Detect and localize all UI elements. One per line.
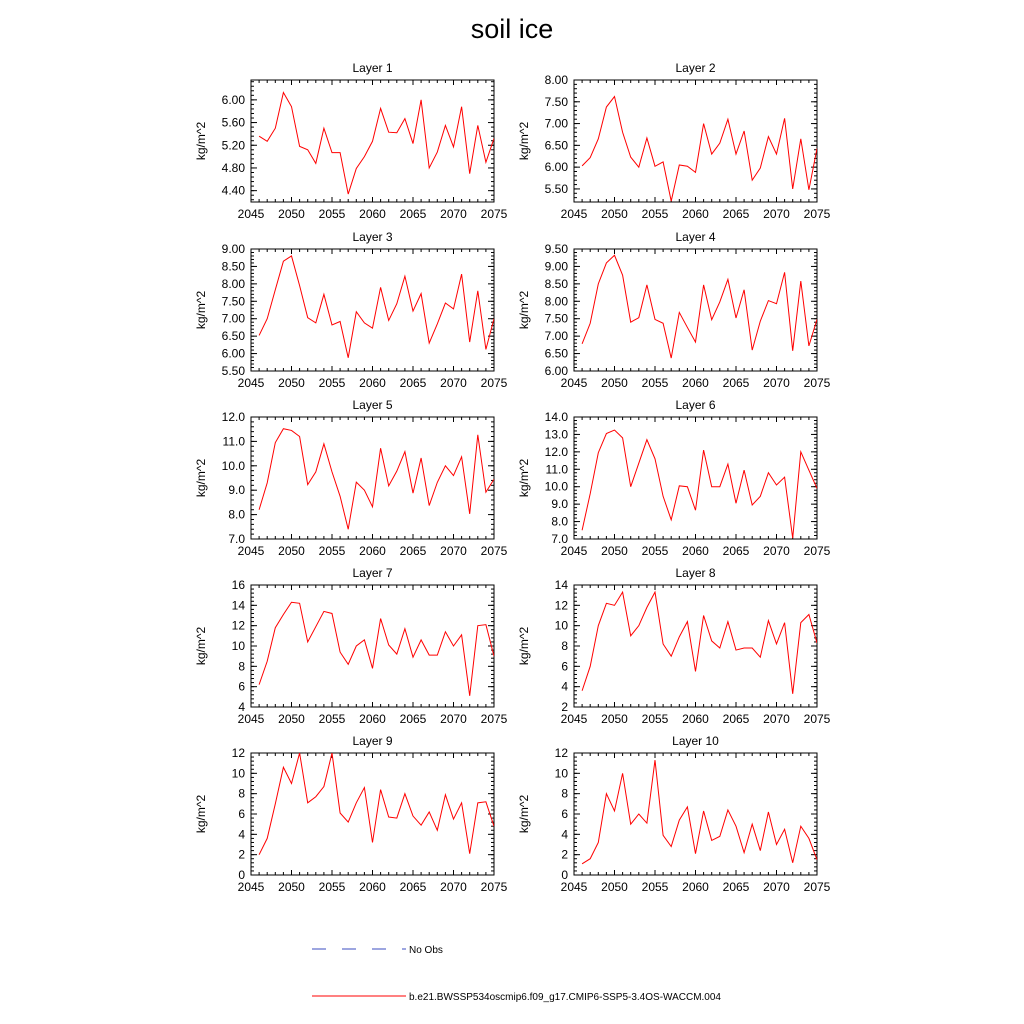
y-axis-label: kg/m^2 bbox=[517, 290, 531, 330]
x-tick-label: 2060 bbox=[682, 880, 709, 894]
plot-frame bbox=[574, 80, 817, 202]
panel-title: Layer 9 bbox=[352, 734, 393, 748]
legend-obs-label: No Obs bbox=[409, 945, 443, 956]
y-tick-label: 8.0 bbox=[551, 514, 568, 529]
x-tick-label: 2070 bbox=[440, 880, 467, 894]
y-tick-label: 7.00 bbox=[544, 116, 568, 131]
x-tick-label: 2050 bbox=[601, 712, 628, 726]
y-tick-label: 5.50 bbox=[544, 181, 568, 196]
x-tick-label: 2065 bbox=[722, 880, 750, 894]
y-tick-label: 8.00 bbox=[544, 294, 568, 309]
x-tick-label: 2050 bbox=[278, 712, 305, 726]
panel-title: Layer 3 bbox=[352, 230, 393, 244]
y-tick-label: 13.0 bbox=[544, 427, 568, 442]
y-tick-label: 2 bbox=[561, 847, 568, 862]
panel-title: Layer 5 bbox=[352, 398, 393, 412]
y-tick-label: 8.00 bbox=[221, 276, 245, 291]
x-tick-label: 2075 bbox=[803, 880, 831, 894]
y-tick-label: 6.00 bbox=[221, 346, 245, 361]
x-tick-label: 2050 bbox=[601, 880, 628, 894]
x-tick-label: 2070 bbox=[763, 207, 790, 221]
y-tick-label: 6.00 bbox=[544, 160, 568, 175]
y-tick-label: 6.50 bbox=[544, 346, 568, 361]
panel-layer-2 bbox=[517, 61, 831, 221]
x-tick-label: 2075 bbox=[480, 376, 508, 390]
y-tick-label: 9.0 bbox=[228, 483, 245, 498]
x-tick-label: 2060 bbox=[359, 376, 386, 390]
y-tick-label: 8.00 bbox=[544, 73, 568, 87]
x-tick-label: 2045 bbox=[560, 207, 588, 221]
panel-layer-5 bbox=[194, 398, 508, 558]
y-tick-label: 12.0 bbox=[544, 444, 568, 459]
y-axis-label: kg/m^2 bbox=[517, 794, 531, 834]
y-tick-label: 12 bbox=[554, 598, 568, 613]
y-tick-label: 8.50 bbox=[221, 259, 245, 274]
x-tick-label: 2065 bbox=[399, 207, 427, 221]
x-tick-label: 2065 bbox=[399, 880, 427, 894]
y-tick-label: 2 bbox=[561, 700, 568, 714]
x-tick-label: 2075 bbox=[803, 207, 831, 221]
plot-frame bbox=[251, 417, 494, 539]
x-tick-label: 2045 bbox=[237, 880, 265, 894]
y-tick-label: 8 bbox=[238, 786, 245, 801]
panel-title: Layer 6 bbox=[675, 398, 716, 412]
panel-title: Layer 2 bbox=[675, 61, 716, 75]
x-tick-label: 2060 bbox=[682, 544, 709, 558]
y-tick-label: 6.50 bbox=[544, 138, 568, 153]
x-tick-label: 2065 bbox=[722, 207, 750, 221]
panel-title: Layer 1 bbox=[352, 61, 393, 75]
y-tick-label: 4.80 bbox=[221, 160, 245, 175]
y-tick-label: 7.0 bbox=[228, 532, 245, 546]
series-line bbox=[582, 430, 817, 538]
x-tick-label: 2075 bbox=[480, 880, 508, 894]
y-tick-label: 12 bbox=[231, 746, 245, 760]
figure-title: soil ice bbox=[470, 14, 554, 44]
y-tick-label: 9.00 bbox=[544, 259, 568, 274]
y-tick-label: 6.00 bbox=[544, 364, 568, 378]
x-tick-label: 2060 bbox=[359, 712, 386, 726]
y-tick-label: 14.0 bbox=[544, 410, 568, 424]
x-tick-label: 2060 bbox=[359, 544, 386, 558]
x-tick-label: 2065 bbox=[722, 712, 750, 726]
y-axis-label: kg/m^2 bbox=[517, 121, 531, 161]
y-axis-label: kg/m^2 bbox=[194, 794, 208, 834]
legend-model-label: b.e21.BWSSP534oscmip6.f09_g17.CMIP6-SSP5-3.4OS-WACCM.004 bbox=[409, 992, 721, 1003]
x-tick-label: 2065 bbox=[399, 544, 427, 558]
x-tick-label: 2050 bbox=[278, 880, 305, 894]
plot-frame bbox=[251, 249, 494, 371]
panel-title: Layer 7 bbox=[352, 566, 393, 580]
x-tick-label: 2055 bbox=[318, 712, 346, 726]
x-tick-label: 2055 bbox=[318, 376, 346, 390]
y-tick-label: 7.0 bbox=[551, 532, 568, 546]
y-tick-label: 8 bbox=[238, 659, 245, 674]
series-line bbox=[582, 760, 817, 864]
series-line bbox=[259, 92, 494, 194]
y-tick-label: 4.40 bbox=[221, 183, 245, 198]
plot-frame bbox=[251, 585, 494, 707]
x-tick-label: 2075 bbox=[803, 712, 831, 726]
x-tick-label: 2050 bbox=[278, 376, 305, 390]
panel-layer-7 bbox=[194, 566, 508, 726]
y-tick-label: 6 bbox=[238, 807, 245, 821]
x-tick-label: 2075 bbox=[480, 712, 508, 726]
y-axis-label: kg/m^2 bbox=[517, 458, 531, 498]
series-line bbox=[582, 592, 817, 694]
x-tick-label: 2070 bbox=[763, 880, 790, 894]
series-line bbox=[259, 602, 494, 696]
series-line bbox=[259, 753, 494, 855]
x-tick-label: 2060 bbox=[682, 712, 709, 726]
y-tick-label: 10.0 bbox=[544, 479, 568, 494]
y-axis-label: kg/m^2 bbox=[194, 626, 208, 666]
plot-frame bbox=[574, 753, 817, 875]
y-tick-label: 14 bbox=[554, 578, 568, 592]
plot-frame bbox=[251, 753, 494, 875]
x-tick-label: 2050 bbox=[601, 376, 628, 390]
x-tick-label: 2070 bbox=[440, 376, 467, 390]
panel-layer-4 bbox=[517, 230, 831, 390]
y-tick-label: 7.50 bbox=[544, 94, 568, 109]
series-line bbox=[582, 255, 817, 358]
y-tick-label: 4 bbox=[561, 679, 568, 694]
y-tick-label: 12 bbox=[231, 618, 245, 633]
y-tick-label: 10 bbox=[231, 639, 245, 653]
plot-frame bbox=[574, 417, 817, 539]
y-tick-label: 8.0 bbox=[228, 507, 245, 522]
x-tick-label: 2060 bbox=[682, 207, 709, 221]
plot-frame bbox=[574, 585, 817, 707]
plot-frame bbox=[574, 249, 817, 371]
x-tick-label: 2055 bbox=[641, 376, 669, 390]
y-tick-label: 10.0 bbox=[221, 458, 245, 473]
y-tick-label: 6 bbox=[561, 659, 568, 674]
y-tick-label: 7.00 bbox=[544, 329, 568, 344]
panel-layer-10 bbox=[517, 734, 831, 894]
x-tick-label: 2050 bbox=[278, 207, 305, 221]
x-tick-label: 2055 bbox=[641, 544, 669, 558]
y-tick-label: 10 bbox=[554, 766, 568, 781]
y-tick-label: 7.50 bbox=[221, 294, 245, 309]
x-tick-label: 2070 bbox=[763, 376, 790, 390]
y-tick-label: 8.50 bbox=[544, 276, 568, 291]
y-tick-label: 11.0 bbox=[222, 434, 245, 449]
y-tick-label: 6.00 bbox=[221, 92, 245, 107]
x-tick-label: 2055 bbox=[641, 712, 669, 726]
x-tick-label: 2075 bbox=[803, 376, 831, 390]
y-tick-label: 14 bbox=[231, 598, 245, 613]
x-tick-label: 2045 bbox=[560, 544, 588, 558]
x-tick-label: 2075 bbox=[480, 544, 508, 558]
panel-layer-9 bbox=[194, 734, 508, 894]
x-tick-label: 2055 bbox=[641, 207, 669, 221]
y-tick-label: 6 bbox=[238, 679, 245, 694]
y-tick-label: 4 bbox=[238, 700, 245, 714]
x-tick-label: 2050 bbox=[278, 544, 305, 558]
y-tick-label: 5.60 bbox=[221, 115, 245, 130]
y-tick-label: 5.20 bbox=[221, 138, 245, 153]
x-tick-label: 2055 bbox=[318, 207, 346, 221]
x-tick-label: 2055 bbox=[318, 544, 346, 558]
x-tick-label: 2075 bbox=[803, 544, 831, 558]
x-tick-label: 2065 bbox=[722, 376, 750, 390]
x-tick-label: 2070 bbox=[763, 712, 790, 726]
panel-layer-3 bbox=[194, 230, 508, 390]
x-tick-label: 2045 bbox=[560, 712, 588, 726]
x-tick-label: 2065 bbox=[722, 544, 750, 558]
y-tick-label: 7.50 bbox=[544, 311, 568, 326]
panel-layer-6 bbox=[517, 398, 831, 558]
panel-title: Layer 10 bbox=[672, 734, 719, 748]
y-tick-label: 12.0 bbox=[221, 410, 245, 424]
x-tick-label: 2045 bbox=[560, 880, 588, 894]
y-tick-label: 0 bbox=[561, 868, 568, 882]
x-tick-label: 2045 bbox=[560, 376, 588, 390]
y-tick-label: 5.50 bbox=[221, 364, 245, 378]
y-tick-label: 8 bbox=[561, 639, 568, 653]
y-tick-label: 4 bbox=[561, 827, 568, 842]
panel-layer-8 bbox=[517, 566, 831, 726]
x-tick-label: 2045 bbox=[237, 207, 265, 221]
x-tick-label: 2060 bbox=[359, 880, 386, 894]
x-tick-label: 2045 bbox=[237, 712, 265, 726]
x-tick-label: 2055 bbox=[318, 880, 346, 894]
panel-layer-1 bbox=[194, 61, 508, 221]
y-axis-label: kg/m^2 bbox=[194, 290, 208, 330]
legend bbox=[312, 945, 721, 1003]
y-tick-label: 4 bbox=[238, 827, 245, 842]
x-tick-label: 2070 bbox=[440, 544, 467, 558]
x-tick-label: 2070 bbox=[440, 207, 467, 221]
x-tick-label: 2050 bbox=[601, 207, 628, 221]
y-tick-label: 10 bbox=[231, 766, 245, 781]
x-tick-label: 2075 bbox=[480, 207, 508, 221]
y-tick-label: 16 bbox=[231, 578, 245, 592]
y-tick-label: 0 bbox=[238, 868, 245, 882]
y-tick-label: 9.50 bbox=[544, 242, 568, 256]
y-tick-label: 6.50 bbox=[221, 329, 245, 344]
x-tick-label: 2050 bbox=[601, 544, 628, 558]
y-tick-label: 7.00 bbox=[221, 311, 245, 326]
x-tick-label: 2060 bbox=[359, 207, 386, 221]
y-tick-label: 2 bbox=[238, 847, 245, 862]
x-tick-label: 2045 bbox=[237, 376, 265, 390]
y-axis-label: kg/m^2 bbox=[517, 626, 531, 666]
y-tick-label: 11.0 bbox=[545, 462, 568, 477]
y-axis-label: kg/m^2 bbox=[194, 121, 208, 161]
x-tick-label: 2065 bbox=[399, 376, 427, 390]
x-tick-label: 2070 bbox=[763, 544, 790, 558]
y-tick-label: 10 bbox=[554, 618, 568, 633]
x-tick-label: 2065 bbox=[399, 712, 427, 726]
panel-title: Layer 8 bbox=[675, 566, 716, 580]
x-tick-label: 2060 bbox=[682, 376, 709, 390]
series-line bbox=[259, 256, 494, 358]
series-line bbox=[582, 97, 817, 202]
y-tick-label: 12 bbox=[554, 746, 568, 760]
y-tick-label: 9.00 bbox=[221, 242, 245, 256]
y-axis-label: kg/m^2 bbox=[194, 458, 208, 498]
x-tick-label: 2045 bbox=[237, 544, 265, 558]
y-tick-label: 6 bbox=[561, 807, 568, 821]
series-line bbox=[259, 429, 494, 530]
y-tick-label: 9.0 bbox=[551, 497, 568, 512]
x-tick-label: 2055 bbox=[641, 880, 669, 894]
panel-title: Layer 4 bbox=[675, 230, 716, 244]
x-tick-label: 2070 bbox=[440, 712, 467, 726]
y-tick-label: 8 bbox=[561, 786, 568, 801]
